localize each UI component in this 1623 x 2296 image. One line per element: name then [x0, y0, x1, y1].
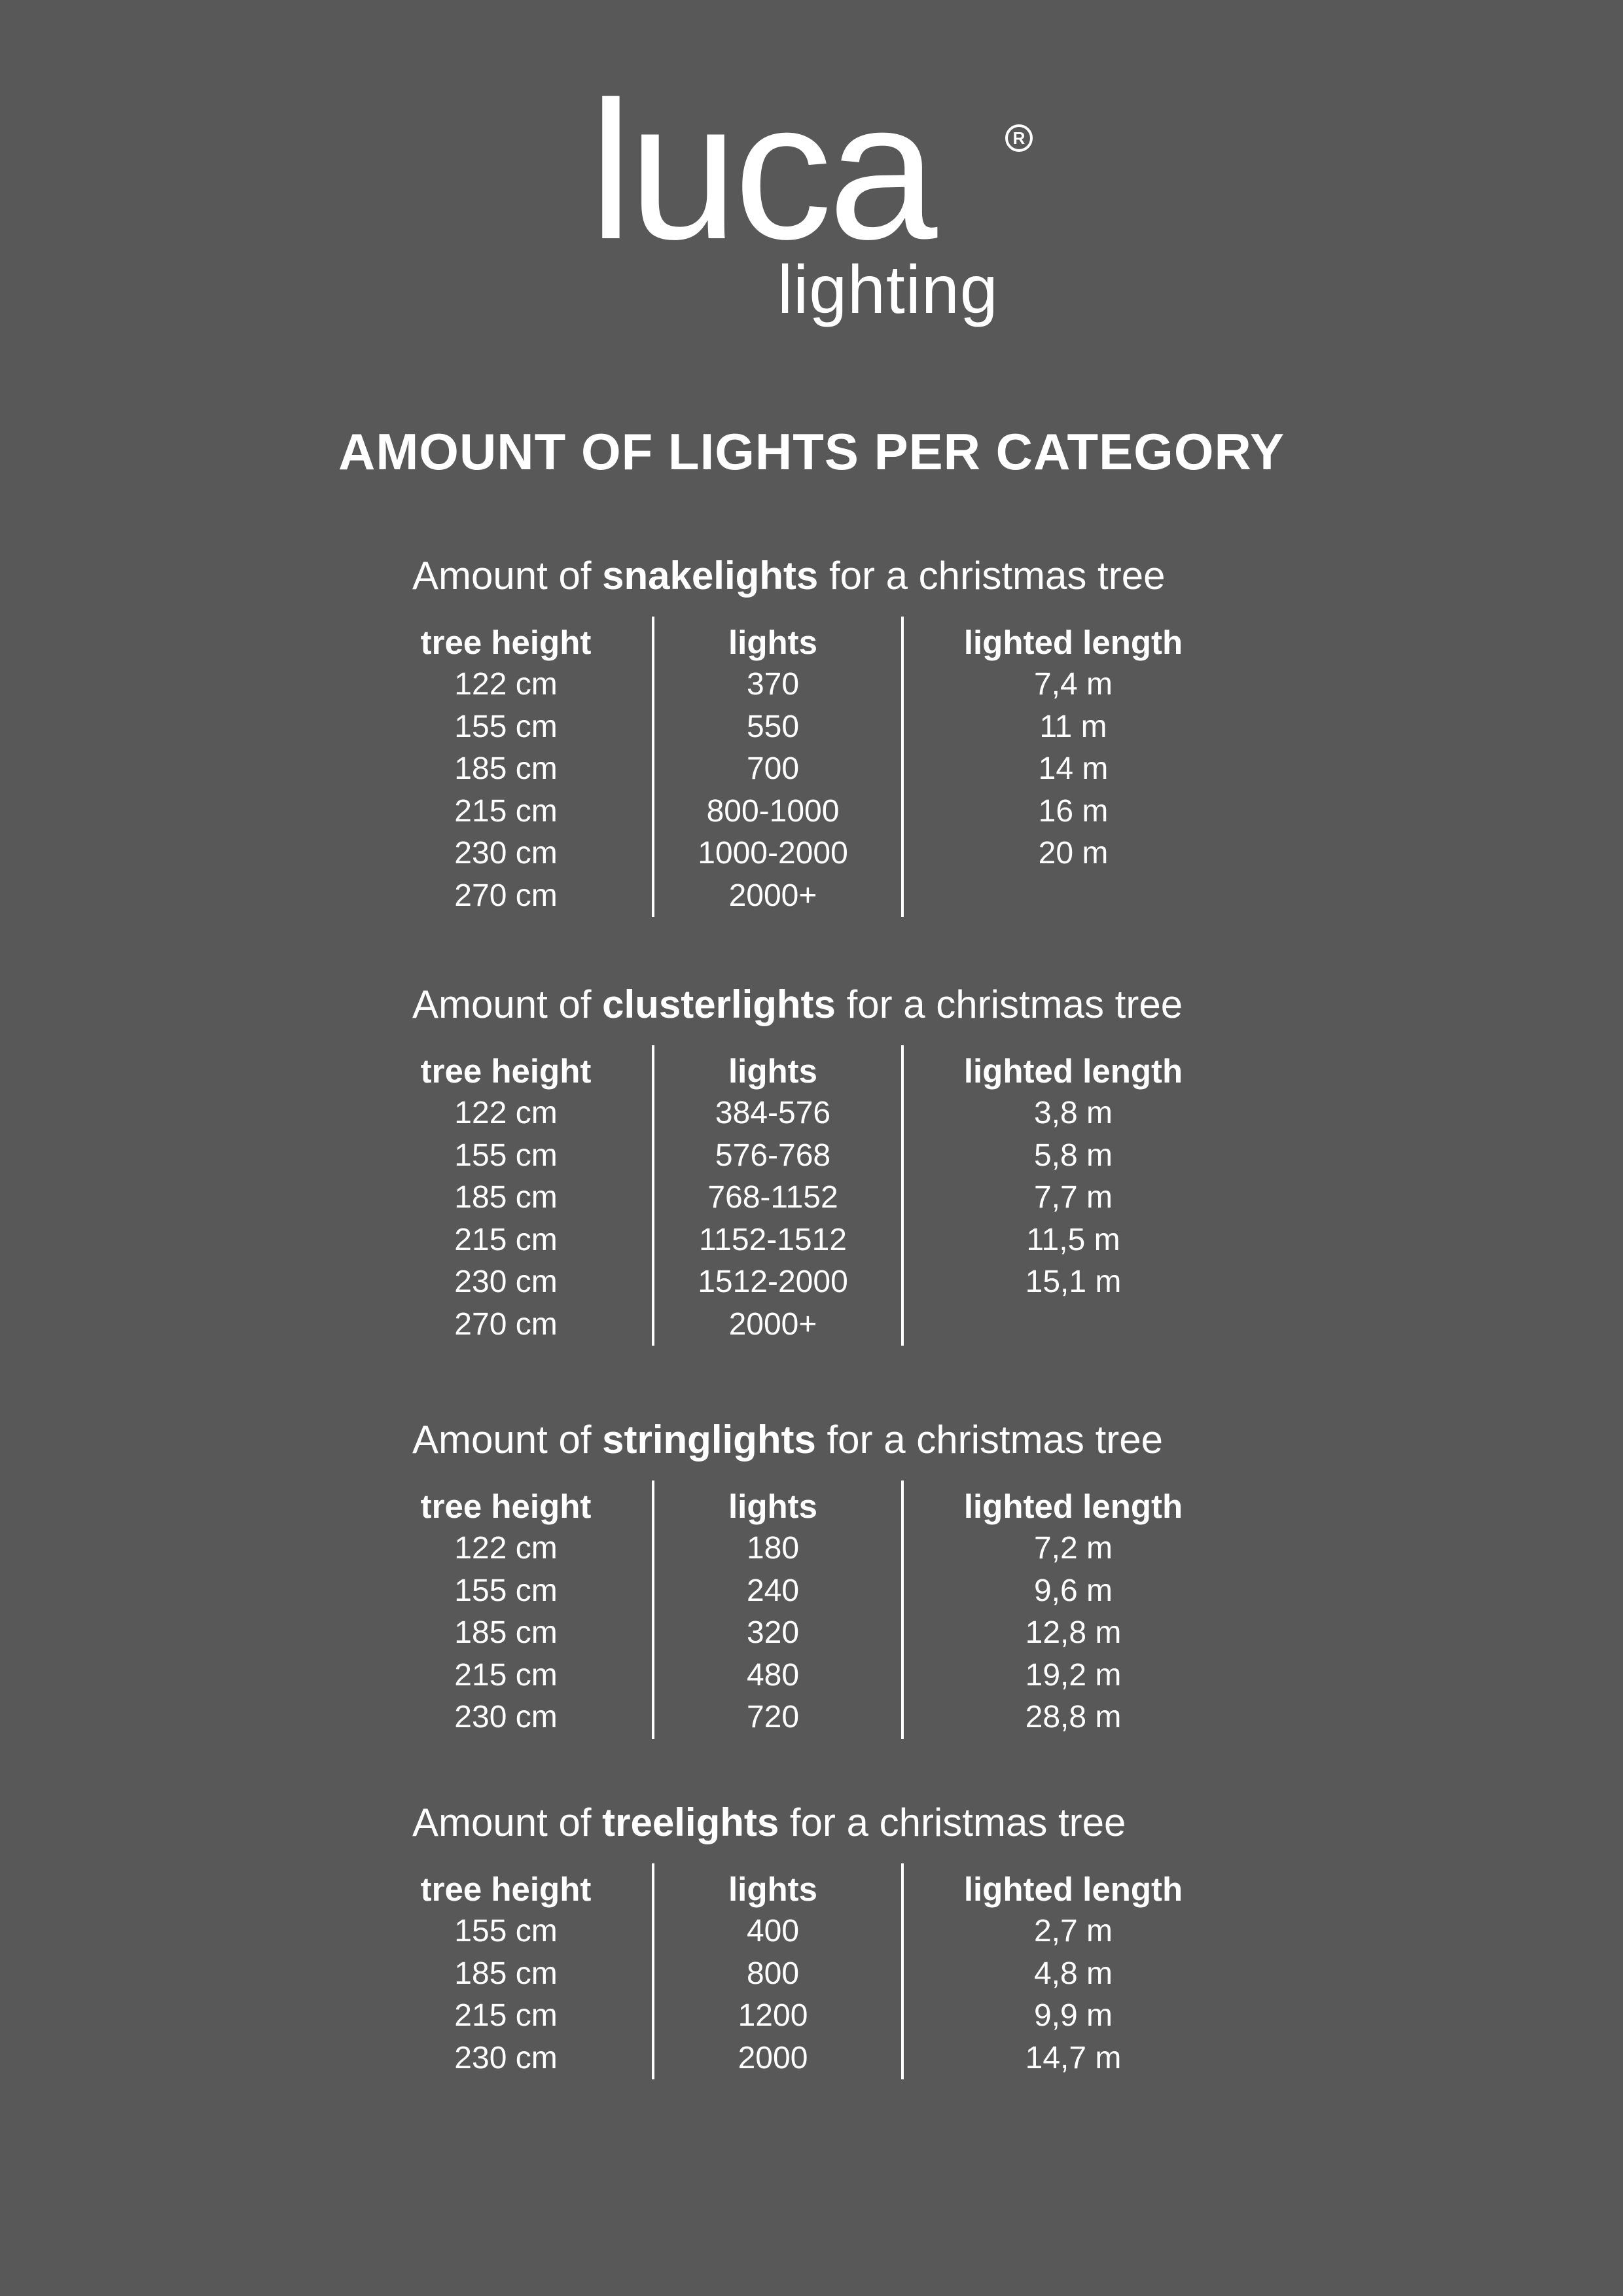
table-cell: 480	[746, 1657, 800, 1693]
table-cell: 9,6 m	[1033, 1573, 1113, 1608]
table-cell: 122 cm	[454, 1096, 558, 1130]
table-cell: 800	[746, 1956, 800, 1991]
section-title-suffix: for a christmas tree	[815, 1418, 1163, 1462]
logo-subtitle: lighting	[777, 252, 999, 328]
table-cell: 2,7 m	[1033, 1914, 1113, 1948]
section-title-product: snakelights	[602, 554, 819, 598]
table-cell: 550	[746, 709, 800, 744]
column-tree-height	[388, 622, 624, 917]
table-cell: 11,5 m	[1026, 1222, 1120, 1257]
table-cell: 2000+	[728, 1306, 817, 1342]
column-header: tree height	[420, 1871, 592, 1908]
table-cell: 370	[746, 667, 800, 702]
column-tree-height	[388, 1869, 624, 2079]
section-title-product: treelights	[602, 1801, 779, 1844]
column-header: tree height	[420, 1052, 592, 1090]
page-title: AMOUNT OF LIGHTS PER CATEGORY	[338, 423, 1285, 480]
registered-trademark-icon: R	[1005, 124, 1033, 152]
column-tree-height	[388, 1050, 624, 1346]
section-title-prefix: Amount of	[412, 982, 603, 1026]
table-cell: 122 cm	[454, 1531, 558, 1566]
column-header: tree height	[420, 624, 592, 661]
luca-lighting-logo	[589, 60, 1034, 334]
table-cell: 384-576	[715, 1096, 831, 1130]
table-cell: 12,8 m	[1025, 1615, 1122, 1650]
table-cell: 185 cm	[454, 1180, 558, 1215]
table-cell: 1000-2000	[698, 836, 848, 870]
table-cell: 185 cm	[454, 1615, 558, 1650]
table-cell	[903, 1304, 1243, 1346]
column-lights	[654, 622, 891, 917]
table-cell: 155 cm	[454, 1138, 558, 1173]
table-cell: 19,2 m	[1025, 1657, 1122, 1693]
table-cell: 1152-1512	[699, 1222, 847, 1257]
column-lights	[654, 1050, 891, 1346]
column-tree-height	[388, 1486, 624, 1739]
column-header: lights	[728, 1871, 817, 1908]
section-title-product: clusterlights	[602, 982, 836, 1026]
table-cell	[903, 875, 1243, 918]
table-cell: 800-1000	[706, 793, 840, 829]
column-divider	[901, 1045, 904, 1346]
table-cell: 768-1152	[707, 1180, 838, 1215]
column-header: lights	[728, 1488, 817, 1525]
table-cell: 270 cm	[454, 878, 558, 913]
table-cell: 16 m	[1038, 793, 1109, 829]
column-divider	[652, 1045, 654, 1346]
table-cell: 320	[746, 1615, 800, 1650]
table-cell: 720	[746, 1700, 800, 1734]
table-cell: 230 cm	[454, 836, 558, 870]
section-title-product: stringlights	[602, 1418, 816, 1462]
table-cell: 7,2 m	[1033, 1531, 1113, 1566]
table-cell: 5,8 m	[1033, 1138, 1113, 1173]
table-cell: 215 cm	[454, 1222, 558, 1257]
table-cell: 9,9 m	[1033, 1998, 1113, 2033]
table-cell: 3,8 m	[1033, 1096, 1113, 1130]
column-header: lights	[728, 624, 817, 661]
table-cell: 122 cm	[454, 667, 558, 702]
table-cell: 7,4 m	[1033, 667, 1113, 702]
column-header: tree height	[420, 1488, 592, 1525]
section-title	[412, 1414, 1163, 1466]
section-title-prefix: Amount of	[412, 1801, 603, 1844]
table-cell: 20 m	[1038, 836, 1109, 870]
table-cell: 215 cm	[454, 1998, 558, 2033]
column-lighted-length	[903, 622, 1243, 917]
column-lighted-length	[903, 1486, 1243, 1739]
table-cell: 1200	[738, 1998, 808, 2033]
column-divider	[652, 1480, 654, 1739]
table-cell: 215 cm	[454, 1657, 558, 1693]
column-divider	[652, 1863, 654, 2079]
table-cell: 230 cm	[454, 1700, 558, 1734]
table-cell: 14 m	[1038, 751, 1109, 786]
table-cell: 240	[746, 1573, 800, 1608]
section-title	[412, 978, 1183, 1031]
table-cell: 2000+	[728, 878, 817, 913]
column-header: lighted length	[963, 1052, 1183, 1090]
section-title-suffix: for a christmas tree	[818, 554, 1166, 598]
column-divider	[901, 1480, 904, 1739]
column-lighted-length	[903, 1050, 1243, 1346]
section-title-suffix: for a christmas tree	[779, 1801, 1126, 1844]
table-cell: 700	[746, 751, 800, 786]
section-title-prefix: Amount of	[412, 1418, 603, 1462]
column-lights	[654, 1869, 891, 2079]
table-cell: 185 cm	[454, 1956, 558, 1991]
column-header: lighted length	[963, 1871, 1183, 1908]
section-title	[412, 1797, 1126, 1849]
table-cell: 2000	[738, 2040, 808, 2075]
column-header: lighted length	[963, 1488, 1183, 1525]
section-title-prefix: Amount of	[412, 554, 603, 598]
column-header: lights	[728, 1052, 817, 1090]
section-title	[412, 550, 1165, 602]
column-divider	[901, 1863, 904, 2079]
table-cell: 155 cm	[454, 1573, 558, 1608]
table-cell: 185 cm	[454, 751, 558, 786]
table-cell: 1512-2000	[698, 1265, 848, 1299]
column-lighted-length	[903, 1869, 1243, 2079]
table-cell: 230 cm	[454, 1265, 558, 1299]
table-cell: 4,8 m	[1033, 1956, 1113, 1991]
table-cell: 11 m	[1039, 709, 1107, 744]
logo-wordmark: luca	[589, 60, 934, 280]
table-cell: 400	[746, 1914, 800, 1948]
column-lights	[654, 1486, 891, 1739]
table-cell: 15,1 m	[1025, 1265, 1122, 1299]
table-cell: 180	[746, 1531, 800, 1566]
column-divider	[652, 617, 654, 917]
table-cell: 14,7 m	[1025, 2040, 1122, 2075]
table-cell: 28,8 m	[1025, 1700, 1122, 1734]
table-cell: 270 cm	[454, 1306, 558, 1342]
column-divider	[901, 617, 904, 917]
table-cell: 155 cm	[454, 1914, 558, 1948]
table-cell: 215 cm	[454, 793, 558, 829]
table-cell: 155 cm	[454, 709, 558, 744]
table-cell: 230 cm	[454, 2040, 558, 2075]
section-title-suffix: for a christmas tree	[835, 982, 1183, 1026]
column-header: lighted length	[963, 624, 1183, 661]
table-cell: 7,7 m	[1033, 1180, 1113, 1215]
table-cell: 576-768	[715, 1138, 831, 1173]
